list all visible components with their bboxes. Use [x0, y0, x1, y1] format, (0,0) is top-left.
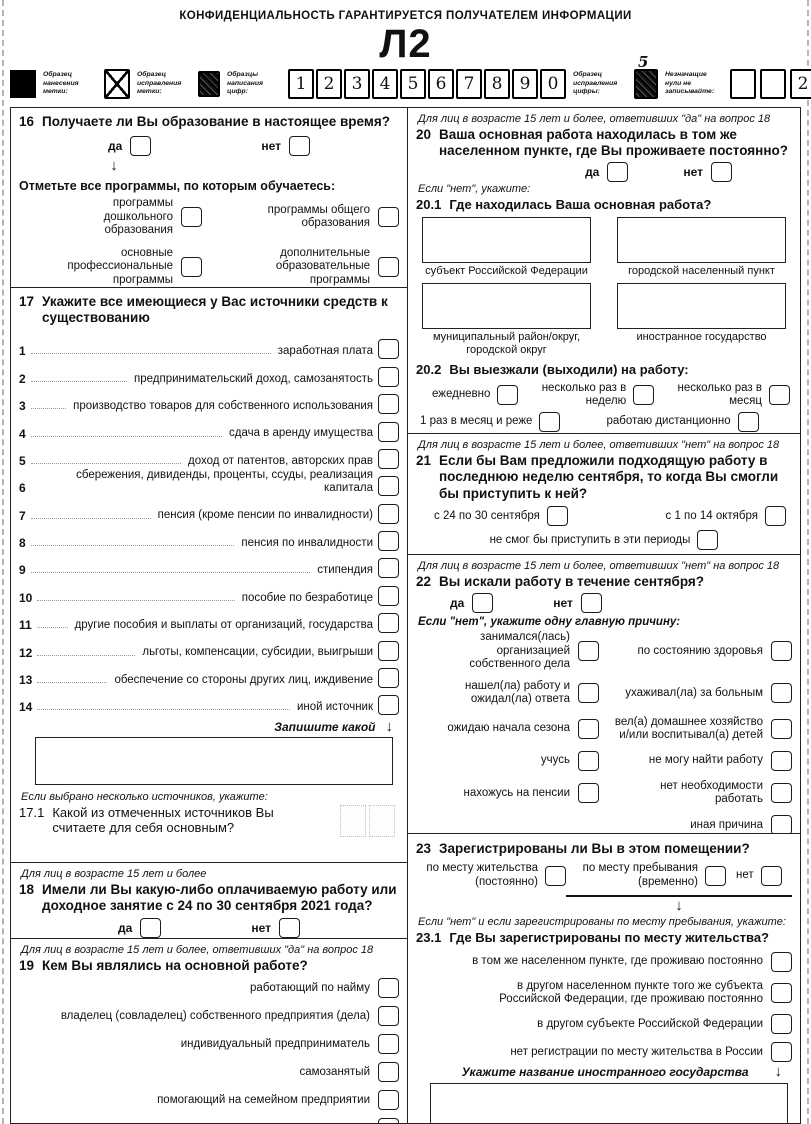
q17-source-6-checkbox[interactable] — [378, 476, 399, 496]
q20-1-foreign-label: иностранное государство — [636, 331, 767, 344]
source-number: 13 — [19, 673, 33, 688]
q22-studying-checkbox[interactable] — [578, 751, 599, 771]
income-source-row — [19, 388, 399, 415]
q23-option-label: нет — [736, 869, 754, 882]
source-label: пособие по безработице — [241, 591, 373, 604]
q18-precondition: Для лиц в возрасте 15 лет и более — [21, 868, 207, 880]
q17-write-in-label: Запишите какой — [274, 719, 376, 734]
q20-1-number: 20.1 — [416, 196, 442, 212]
q18-no-checkbox[interactable] — [279, 918, 300, 938]
digit-sample: 3 — [344, 69, 370, 99]
q20-1-region-label: субъект Российской Федерации — [425, 264, 588, 277]
q22-reason-label: нашел(ла) работу и ожидал(ла) ответа — [465, 680, 570, 706]
right-edge-timing-marks — [807, 0, 809, 1124]
right-column — [408, 108, 800, 1123]
q17-question-text: Укажите все имеющиеся у Вас источники средств к существованию — [42, 294, 388, 326]
income-source-row — [19, 662, 399, 689]
q22-caregiver-checkbox[interactable] — [771, 683, 792, 703]
q20-2-option-label: работаю дистанционно — [606, 415, 731, 428]
left-column — [11, 108, 408, 1123]
income-source-row — [19, 525, 399, 552]
zero-cell — [760, 69, 786, 99]
q20-1-foreign-input[interactable] — [617, 283, 786, 329]
section-q23 — [408, 834, 800, 1123]
q20-1-question-text: Где находилась Ваша основная работа? — [449, 196, 712, 212]
q19-option-label: индивидуальный предприниматель — [180, 1037, 370, 1050]
q16-general-education-checkbox[interactable] — [378, 207, 399, 227]
q23-1-foreign-country-input[interactable] — [430, 1083, 788, 1123]
q22-number: 22 — [416, 574, 432, 589]
q16-option-label: дополнительные образовательные программы — [275, 247, 370, 286]
source-number: 2 — [19, 371, 26, 386]
q16-sub-instruction: Отметьте все программы, по которым обучаетесь: — [19, 179, 336, 194]
q17-source-14-checkbox[interactable] — [378, 695, 399, 715]
q21-option-label: не смог бы приступить в эти периоды — [489, 533, 691, 546]
source-label: иной источник — [296, 701, 373, 714]
questionnaire-body — [10, 107, 801, 1124]
q16-down-arrow-icon: ↓ — [110, 157, 118, 175]
zero-cell: 2 — [790, 69, 811, 99]
q20-1-city-label: городской населенный пункт — [628, 264, 775, 277]
q21-oct-checkbox[interactable] — [765, 506, 786, 526]
source-number: 11 — [19, 618, 32, 633]
q23-1-precondition: Если "нет" и если зарегистрированы по месту пребывания, укажите: — [418, 915, 786, 928]
q22-reason-label: учусь — [540, 754, 570, 767]
q19-option-label: владелец (совладелец) собственного предприятия (дела) — [60, 1009, 370, 1022]
q16-no-label: нет — [261, 139, 281, 154]
income-source-row — [19, 634, 399, 661]
digit-sample: 5 — [400, 69, 426, 99]
q20-number: 20 — [416, 127, 432, 142]
q20-1-precondition: Если "нет", укажите: — [418, 182, 531, 195]
q20-1-region-input[interactable] — [422, 217, 591, 263]
q22-yes-label: да — [450, 596, 465, 611]
q21-cannot-checkbox[interactable] — [697, 530, 718, 550]
source-label: доход от патентов, авторских прав — [188, 454, 373, 467]
source-number: 6 — [19, 481, 26, 496]
q22-cannot-find-checkbox[interactable] — [771, 751, 792, 771]
source-number: 5 — [19, 453, 26, 468]
q23-1-option-label: нет регистрации по месту жительства в России — [510, 1045, 763, 1058]
digit-fix-label: Образец исправления цифры: — [573, 71, 618, 96]
q22-reason-label: иная причина — [690, 818, 763, 831]
source-number: 10 — [19, 590, 33, 605]
source-number: 12 — [19, 645, 33, 660]
source-label: льготы, компенсации, субсидии, выигрыши — [142, 646, 373, 659]
source-label: пенсия (кроме пенсии по инвалидности) — [157, 509, 373, 522]
q21-precondition: Для лиц в возрасте 15 лет и более, ответивших "нет" на вопрос 18 — [418, 439, 780, 451]
q22-reason-label: вел(а) домашнее хозяйство и/или воспитывал(а) детей — [614, 715, 763, 741]
q19-family-helper-checkbox[interactable] — [378, 1090, 399, 1110]
q22-own-business-checkbox[interactable] — [578, 641, 599, 661]
digit-sample: 4 — [372, 69, 398, 99]
q22-precondition: Для лиц в возрасте 15 лет и более, ответивших "нет" на вопрос 18 — [418, 560, 780, 572]
digit-sample: 8 — [484, 69, 510, 99]
q21-sept-checkbox[interactable] — [547, 506, 568, 526]
q20-2-rarely-checkbox[interactable] — [539, 412, 560, 432]
q19-self-employed-checkbox[interactable] — [378, 1062, 399, 1082]
q17-source-10-checkbox[interactable] — [378, 586, 399, 606]
q22-awaiting-answer-checkbox[interactable] — [578, 683, 599, 703]
q23-permanent-checkbox[interactable] — [545, 866, 566, 886]
q22-no-need-checkbox[interactable] — [771, 783, 792, 803]
q22-yes-checkbox[interactable] — [472, 593, 493, 613]
q20-1-city-input[interactable] — [617, 217, 786, 263]
q23-1-number: 23.1 — [416, 929, 442, 945]
q21-number: 21 — [416, 453, 432, 468]
q16-option-label: основные профессиональные программы — [67, 247, 173, 286]
q16-option-label: программы общего образования — [267, 204, 370, 230]
left-edge-timing-marks — [2, 0, 4, 1124]
q16-professional-checkbox[interactable] — [181, 257, 202, 277]
source-number: 7 — [19, 508, 26, 523]
q20-yes-checkbox[interactable] — [607, 162, 628, 182]
source-label: предпринимательский доход, самозанятость — [134, 372, 373, 385]
q22-season-checkbox[interactable] — [578, 719, 599, 739]
income-source-row — [19, 415, 399, 442]
q19-employee-checkbox[interactable] — [378, 978, 399, 998]
q18-question-text: Имели ли Вы какую-либо оплачиваемую работу или доходное занятие с 24 по 30 сентября 2021 года? — [42, 882, 397, 914]
q16-preschool-checkbox[interactable] — [181, 207, 202, 227]
q20-2-option-label: несколько раз в неделю — [541, 381, 627, 407]
q19-question-text: Кем Вы являлись на основной работе? — [42, 958, 308, 973]
q20-yes-label: да — [585, 164, 600, 179]
q19-precondition: Для лиц в возрасте 15 лет и более, ответивших "да" на вопрос 18 — [21, 944, 374, 956]
section-q21 — [408, 434, 800, 555]
source-label: пенсия по инвалидности — [241, 536, 373, 549]
section-q20 — [408, 108, 800, 434]
q17-source-3-checkbox[interactable] — [378, 394, 399, 414]
income-source-row — [19, 360, 399, 387]
q23-temporary-checkbox[interactable] — [705, 866, 726, 886]
digits-sample-label: Образцы написания цифр: — [227, 71, 264, 96]
income-source-row — [19, 333, 399, 360]
q23-no-checkbox[interactable] — [761, 866, 782, 886]
mark-fix-icon — [198, 71, 220, 97]
q19-option-label: помогающий на семейном предприятии — [157, 1093, 370, 1106]
q23-1-other-region-checkbox[interactable] — [771, 1014, 792, 1034]
digit-sample: 1 — [288, 69, 314, 99]
legend-row — [10, 53, 809, 104]
q17-source-5-checkbox[interactable] — [378, 449, 399, 469]
q19-number: 19 — [19, 958, 35, 973]
q22-reason-label: нахожусь на пенсии — [463, 786, 570, 799]
q17-1-answer-cells[interactable] — [340, 805, 395, 837]
q17-source-13-checkbox[interactable] — [378, 668, 399, 688]
q20-2-monthly-checkbox[interactable] — [769, 385, 790, 405]
q20-2-option-label: несколько раз в месяц — [677, 381, 762, 407]
q22-reason-label: не могу найти работу — [648, 754, 763, 767]
digit-sample: 7 — [456, 69, 482, 99]
source-number: 8 — [19, 536, 26, 551]
source-label: другие пособия и выплаты от организаций, государства — [74, 619, 373, 632]
q22-retired-checkbox[interactable] — [578, 783, 599, 803]
q16-yes-label: да — [108, 139, 123, 154]
q18-yes-checkbox[interactable] — [140, 918, 161, 938]
source-label: стипендия — [317, 564, 373, 577]
q19-other-checkbox[interactable] — [378, 1118, 399, 1123]
q19-option-label: самозанятый — [299, 1065, 370, 1078]
q23-1-other-place-same-region-checkbox[interactable] — [771, 983, 792, 1003]
q23-1-no-registration-checkbox[interactable] — [771, 1042, 792, 1062]
source-label: обеспечение со стороны других лиц, иждивение — [114, 673, 373, 686]
q17-source-1-checkbox[interactable] — [378, 339, 399, 359]
q23-1-down-arrow-icon: ↓ — [774, 1063, 782, 1081]
q20-1-district-input[interactable] — [422, 283, 591, 329]
q23-number: 23 — [416, 841, 432, 856]
q22-other-reason-checkbox[interactable] — [771, 815, 792, 834]
q19-option-label — [344, 1122, 370, 1123]
q19-entrepreneur-checkbox[interactable] — [378, 1034, 399, 1054]
q17-source-11-checkbox[interactable] — [378, 613, 399, 633]
q20-2-number: 20.2 — [416, 361, 442, 377]
q22-no-checkbox[interactable] — [581, 593, 602, 613]
q16-yes-checkbox[interactable] — [130, 136, 151, 156]
source-number: 1 — [19, 344, 26, 359]
digit-sample: 0 — [540, 69, 566, 99]
income-source-row — [19, 497, 399, 524]
source-number: 3 — [19, 399, 26, 414]
source-number: 4 — [19, 426, 26, 441]
q22-reason-instruction: Если "нет", укажите одну главную причину: — [418, 616, 681, 629]
q18-number: 18 — [19, 882, 35, 897]
section-q18 — [11, 863, 407, 939]
section-q16 — [11, 108, 407, 288]
q16-option-label: программы дошкольного образования — [103, 197, 173, 236]
digit-sample: 6 — [428, 69, 454, 99]
digit-fix-value: 5 — [638, 53, 649, 71]
mark-fix-label: Образец исправления метки: — [137, 71, 182, 96]
q23-option-label: по месту пребывания (временно) — [582, 862, 698, 888]
source-label: заработная плата — [277, 345, 373, 358]
income-source-row — [19, 552, 399, 579]
section-q19 — [11, 939, 407, 1123]
q17-source-8-checkbox[interactable] — [378, 531, 399, 551]
income-source-row — [19, 443, 399, 470]
q17-number: 17 — [19, 294, 35, 309]
q23-question-text: Зарегистрированы ли Вы в этом помещении? — [439, 841, 750, 856]
q20-1-district-label: муниципальный район/округ, городской округ — [432, 331, 581, 357]
income-source-row — [19, 470, 399, 497]
q17-1-number: 17.1 — [19, 805, 45, 821]
q22-health-checkbox[interactable] — [771, 641, 792, 661]
digit-sample: 2 — [316, 69, 342, 99]
q22-no-label: нет — [553, 596, 573, 611]
source-label: производство товаров для собственного использования — [73, 399, 373, 412]
q22-reason-label: занимался(лась) организацией собственного дела — [469, 631, 570, 670]
q23-1-option-label: в том же населенном пункте, где проживаю постоянно — [472, 955, 763, 968]
income-source-row — [19, 579, 399, 606]
q21-option-label: с 24 по 30 сентября — [434, 509, 540, 522]
q21-option-label: с 1 по 14 октября — [665, 509, 758, 522]
q20-2-daily-checkbox[interactable] — [497, 385, 518, 405]
section-q17 — [11, 288, 407, 863]
q17-source-12-checkbox[interactable] — [378, 641, 399, 661]
q22-household-checkbox[interactable] — [771, 719, 792, 739]
digit-samples — [288, 69, 566, 99]
mark-sample-icon — [104, 69, 130, 99]
q21-question-text: Если бы Вам предложили подходящую работу в последнюю неделю сентября, то когда Вы смогли бы приступить к ней? — [439, 453, 779, 501]
q20-2-remote-checkbox[interactable] — [738, 412, 759, 432]
q17-source-2-checkbox[interactable] — [378, 367, 399, 387]
mark-sample-label: Образец нанесения метки: — [43, 71, 79, 96]
source-label: сдача в аренду имущества — [228, 427, 373, 440]
q16-question-text: Получаете ли Вы образование в настоящее время? — [42, 114, 390, 129]
q23-1-option-label: в другом субъекте Российской Федерации — [537, 1017, 763, 1030]
q23-1-foreign-note: Укажите название иностранного государства — [461, 1064, 749, 1079]
q20-no-label: нет — [683, 164, 703, 179]
source-number: 14 — [19, 700, 33, 715]
q19-option-label: работающий по найму — [250, 981, 370, 994]
income-source-row — [19, 689, 399, 716]
zeros-example — [730, 69, 811, 99]
q22-reason-label: ожидаю начала сезона — [447, 722, 570, 735]
zeros-label: Незначащие нули не записывайте: — [665, 71, 715, 96]
q23-option-label: по месту жительства (постоянно) — [426, 862, 538, 888]
q23-down-arrow-icon: ↓ — [675, 896, 683, 914]
income-source-row — [19, 607, 399, 634]
q17-source-4-checkbox[interactable] — [378, 422, 399, 442]
registration-mark-left — [10, 70, 36, 98]
q17-source-7-checkbox[interactable] — [378, 504, 399, 524]
q17-other-source-input[interactable] — [35, 737, 393, 785]
q16-additional-checkbox[interactable] — [378, 257, 399, 277]
source-label: сбережения, дивиденды, проценты, ссуды, реализация капитала — [76, 468, 373, 495]
q20-precondition: Для лиц в возрасте 15 лет и более, ответивших "да" на вопрос 18 — [418, 113, 771, 125]
q20-no-checkbox[interactable] — [711, 162, 732, 182]
q22-question-text: Вы искали работу в течение сентября? — [439, 574, 705, 589]
q22-reason-label: ухаживал(ла) за больным — [625, 686, 763, 699]
digit-fix-icon — [634, 53, 658, 99]
q16-number: 16 — [19, 114, 35, 129]
q17-source-9-checkbox[interactable] — [378, 558, 399, 578]
q20-question-text: Ваша основная работа находилась в том же населенном пункте, где Вы проживаете постоянно? — [439, 127, 788, 159]
zero-cell — [730, 69, 756, 99]
digit-sample: 9 — [512, 69, 538, 99]
q18-yes-label: да — [118, 920, 133, 935]
q20-2-option-label: ежедневно — [432, 388, 491, 401]
q20-2-option-label: 1 раз в месяц и реже — [420, 415, 533, 428]
q23-1-option-label: в другом населенном пункте того же субъекта Российской Федерации, где проживаю постоянно — [499, 979, 763, 1005]
form-code: Л2 — [379, 22, 432, 66]
q19-owner-checkbox[interactable] — [378, 1006, 399, 1026]
q17-down-arrow-icon: ↓ — [385, 718, 393, 736]
q16-no-checkbox[interactable] — [289, 136, 310, 156]
q23-1-question-text: Где Вы зарегистрированы по месту жительства? — [449, 929, 769, 945]
source-number: 9 — [19, 563, 26, 578]
q20-2-question-text: Вы выезжали (выходили) на работу: — [449, 361, 689, 377]
q20-2-weekly-checkbox[interactable] — [633, 385, 654, 405]
confidentiality-banner: КОНФИДЕНЦИАЛЬНОСТЬ ГАРАНТИРУЕТСЯ ПОЛУЧАТЕЛЕМ ИНФОРМАЦИИ — [179, 10, 632, 22]
q17-1-precondition: Если выбрано несколько источников, укажите: — [21, 791, 268, 804]
q23-1-same-place-checkbox[interactable] — [771, 952, 792, 972]
q17-1-question-text: Какой из отмеченных источников Вы считаете для себя основным? — [52, 805, 274, 836]
section-q22 — [408, 555, 800, 834]
q22-reason-label: нет необходимости работать — [660, 780, 763, 806]
q18-no-label: нет — [251, 920, 271, 935]
q22-reason-label: по состоянию здоровья — [637, 644, 763, 657]
